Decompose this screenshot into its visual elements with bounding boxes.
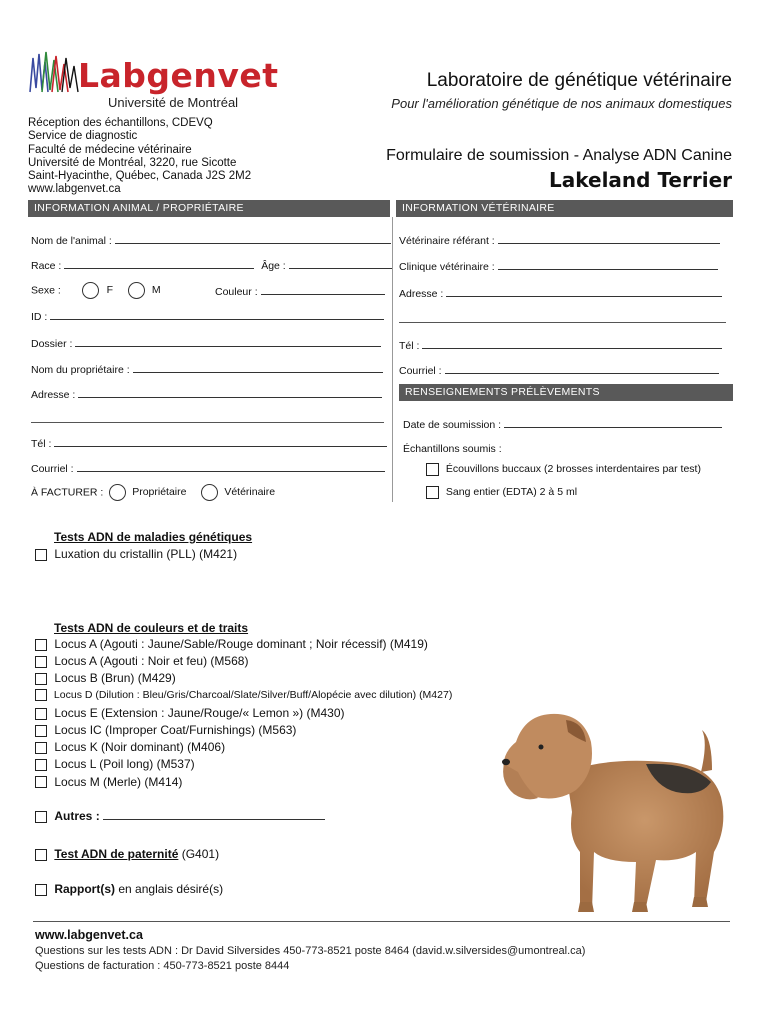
test-item[interactable] [35, 723, 452, 740]
vet-referring-field[interactable] [399, 233, 720, 247]
test-label: Locus B (Brun) (M429) [54, 671, 176, 686]
id-field[interactable] [31, 309, 384, 323]
vet-clinic-field[interactable] [399, 259, 718, 273]
owner-tel-line[interactable] [54, 436, 387, 447]
report-label-bold: Rapport(s) [54, 882, 116, 896]
test-item[interactable] [35, 706, 452, 723]
vet-email-field[interactable] [399, 363, 719, 377]
address-line: Réception des échantillons, CDEVQ [28, 117, 213, 129]
address-line: Université de Montréal, 3220, rue Sicotte [28, 156, 237, 169]
color-label: Couleur : [215, 286, 258, 298]
report-item[interactable] [35, 882, 223, 896]
age-label: Âge : [261, 260, 286, 272]
website-link[interactable]: www.labgenvet.ca [28, 183, 121, 196]
test-item[interactable] [35, 654, 452, 671]
vet-address-label: Adresse : [399, 288, 444, 300]
test-label: Locus M (Merle) (M414) [54, 774, 183, 789]
test-label: Locus L (Poil long) (M537) [54, 757, 195, 772]
test-checkbox[interactable] [35, 725, 47, 737]
swab-checkbox[interactable] [426, 463, 439, 476]
animal-name-field[interactable] [31, 233, 391, 247]
test-checkbox[interactable] [35, 742, 47, 754]
others-label: Autres : [54, 809, 100, 823]
footer-rule [33, 921, 730, 922]
test-checkbox[interactable] [35, 759, 47, 771]
samples-header: RENSEIGNEMENTS PRÉLÈVEMENTS [399, 384, 733, 401]
trait-tests-title: Tests ADN de couleurs et de traits [54, 621, 249, 635]
address-line: Service de diagnostic [28, 130, 138, 143]
swab-option[interactable] [426, 463, 701, 476]
samples-label: Échantillons soumis : [403, 443, 502, 455]
breed-name: Lakeland Terrier [549, 168, 732, 192]
animal-name-label: Nom de l'animal : [31, 235, 112, 247]
owner-address-line-2[interactable] [31, 422, 384, 423]
color-field[interactable] [215, 284, 385, 298]
owner-tel-label: Tél : [31, 438, 52, 450]
bill-owner-label: Propriétaire [132, 486, 187, 499]
bill-vet-radio[interactable] [201, 484, 218, 501]
test-item[interactable] [35, 740, 452, 757]
report-label-rest: en anglais désiré(s) [118, 882, 224, 896]
vet-tel-label: Tél : [399, 340, 420, 352]
vet-address-line-2[interactable] [399, 322, 726, 323]
address-line: Saint-Hyacinthe, Québec, Canada J2S 2M2 [28, 170, 252, 183]
id-label: ID : [31, 311, 48, 323]
test-item[interactable] [35, 757, 452, 774]
owner-address-label: Adresse : [31, 389, 76, 401]
dog-photo-icon [496, 702, 746, 917]
others-item[interactable] [35, 809, 325, 823]
test-label: Locus IC (Improper Coat/Furnishings) (M563) [54, 722, 297, 737]
owner-address-line[interactable] [78, 387, 382, 398]
owner-email-field[interactable] [31, 461, 385, 475]
paternity-code: (G401) [181, 847, 220, 861]
vet-tel-field[interactable] [399, 338, 722, 352]
genetic-tests-title: Tests ADN de maladies génétiques [54, 530, 253, 544]
footer-billing-questions: Questions de facturation : 450-773-8521 poste 8444 [35, 960, 290, 972]
vet-info-header: INFORMATION VÉTÉRINAIRE [396, 200, 733, 217]
vet-address-line[interactable] [446, 286, 722, 297]
age-line[interactable] [289, 258, 393, 269]
blood-option[interactable] [426, 486, 577, 499]
sex-f-label: F [106, 284, 114, 297]
logo-subtitle: Université de Montréal [108, 95, 239, 110]
owner-tel-field[interactable] [31, 436, 387, 450]
lab-subtitle: Pour l'amélioration génétique de nos animaux domestiques [391, 96, 732, 111]
logo [28, 48, 279, 110]
owner-address-field[interactable] [31, 387, 382, 401]
test-item[interactable] [35, 775, 452, 792]
race-label: Race : [31, 260, 62, 272]
footer-dna-questions: Questions sur les tests ADN : Dr David Silversides 450-773-8521 poste 8464 (david.w.silversides@umontreal.ca) [35, 945, 586, 957]
owner-email-label: Courriel : [31, 463, 74, 475]
test-checkbox[interactable] [35, 656, 47, 668]
race-field[interactable] [31, 258, 393, 272]
vet-tel-line[interactable] [422, 338, 722, 349]
others-line[interactable] [103, 809, 325, 820]
vet-clinic-label: Clinique vétérinaire : [399, 261, 495, 273]
paternity-checkbox[interactable] [35, 849, 47, 861]
owner-name-label: Nom du propriétaire : [31, 364, 130, 376]
test-checkbox[interactable] [35, 639, 47, 651]
test-item[interactable] [35, 671, 452, 688]
lab-address [28, 117, 251, 197]
vet-email-label: Courriel : [399, 365, 442, 377]
submission-date-line[interactable] [504, 417, 722, 428]
dossier-field[interactable] [31, 336, 381, 350]
sex-m-label: M [151, 284, 161, 297]
test-checkbox[interactable] [35, 708, 47, 720]
report-checkbox[interactable] [35, 884, 47, 896]
billing-label: À FACTURER : [31, 486, 104, 499]
test-label: Locus D (Dilution : Bleu/Gris/Charcoal/Slate/Silver/Buff/Alopécie avec dilution) (M427) [53, 688, 453, 701]
blood-label: Sang entier (EDTA) 2 à 5 ml [445, 486, 578, 499]
id-line[interactable] [50, 309, 384, 320]
test-label: Locus A (Agouti : Jaune/Sable/Rouge dominant ; Noir récessif) (M419) [54, 637, 428, 651]
sex-field[interactable] [31, 282, 161, 299]
column-divider [392, 217, 393, 502]
billing-field[interactable] [31, 484, 275, 501]
paternity-label: Test ADN de paternité [54, 847, 179, 861]
footer-website-link[interactable]: www.labgenvet.ca [35, 928, 143, 942]
logo-name: Labgenvet [78, 56, 279, 95]
owner-name-field[interactable] [31, 362, 383, 376]
others-checkbox[interactable] [35, 811, 47, 823]
trait-tests-list [35, 637, 452, 792]
bill-owner-radio[interactable] [109, 484, 126, 501]
vet-referring-line[interactable] [498, 233, 720, 244]
vet-email-line[interactable] [445, 363, 719, 374]
address-line: Faculté de médecine vétérinaire [28, 143, 192, 156]
test-checkbox[interactable] [35, 776, 47, 788]
race-line[interactable] [64, 258, 254, 269]
sex-f-radio[interactable] [82, 282, 99, 299]
vet-referring-label: Vétérinaire référant : [399, 235, 495, 247]
submission-date-label: Date de soumission : [403, 419, 502, 431]
owner-email-line[interactable] [77, 461, 385, 472]
test-checkbox[interactable] [35, 549, 47, 561]
dossier-line[interactable] [75, 336, 381, 347]
form-title: Formulaire de soumission - Analyse ADN Canine [386, 147, 732, 164]
blood-checkbox[interactable] [426, 486, 439, 499]
test-label: Luxation du cristallin (PLL) (M421) [54, 547, 238, 561]
sex-m-radio[interactable] [128, 282, 145, 299]
owner-name-line[interactable] [133, 362, 383, 373]
color-line[interactable] [261, 284, 385, 295]
test-item[interactable] [35, 637, 452, 654]
test-item[interactable] [35, 547, 237, 561]
animal-owner-header: INFORMATION ANIMAL / PROPRIÉTAIRE [28, 200, 390, 217]
test-label: Locus A (Agouti : Noir et feu) (M568) [54, 654, 249, 669]
bill-vet-label: Vétérinaire [224, 486, 276, 499]
animal-name-line[interactable] [115, 233, 391, 244]
sex-label: Sexe : [31, 284, 61, 297]
submission-date-field[interactable] [403, 417, 722, 431]
paternity-item[interactable] [35, 847, 219, 861]
test-label: Locus K (Noir dominant) (M406) [54, 740, 226, 755]
test-label: Locus E (Extension : Jaune/Rouge/« Lemon ») (M430) [54, 705, 345, 720]
lab-title: Laboratoire de génétique vétérinaire [426, 70, 732, 91]
vet-address-field[interactable] [399, 286, 722, 300]
vet-clinic-line[interactable] [498, 259, 718, 270]
swab-label: Écouvillons buccaux (2 brosses interdentaires par test) [445, 463, 701, 476]
test-checkbox[interactable] [35, 673, 47, 685]
dossier-label: Dossier : [31, 338, 73, 350]
test-checkbox[interactable] [35, 689, 47, 701]
dna-peaks-logo-icon [28, 48, 80, 94]
test-item[interactable] [35, 689, 452, 706]
